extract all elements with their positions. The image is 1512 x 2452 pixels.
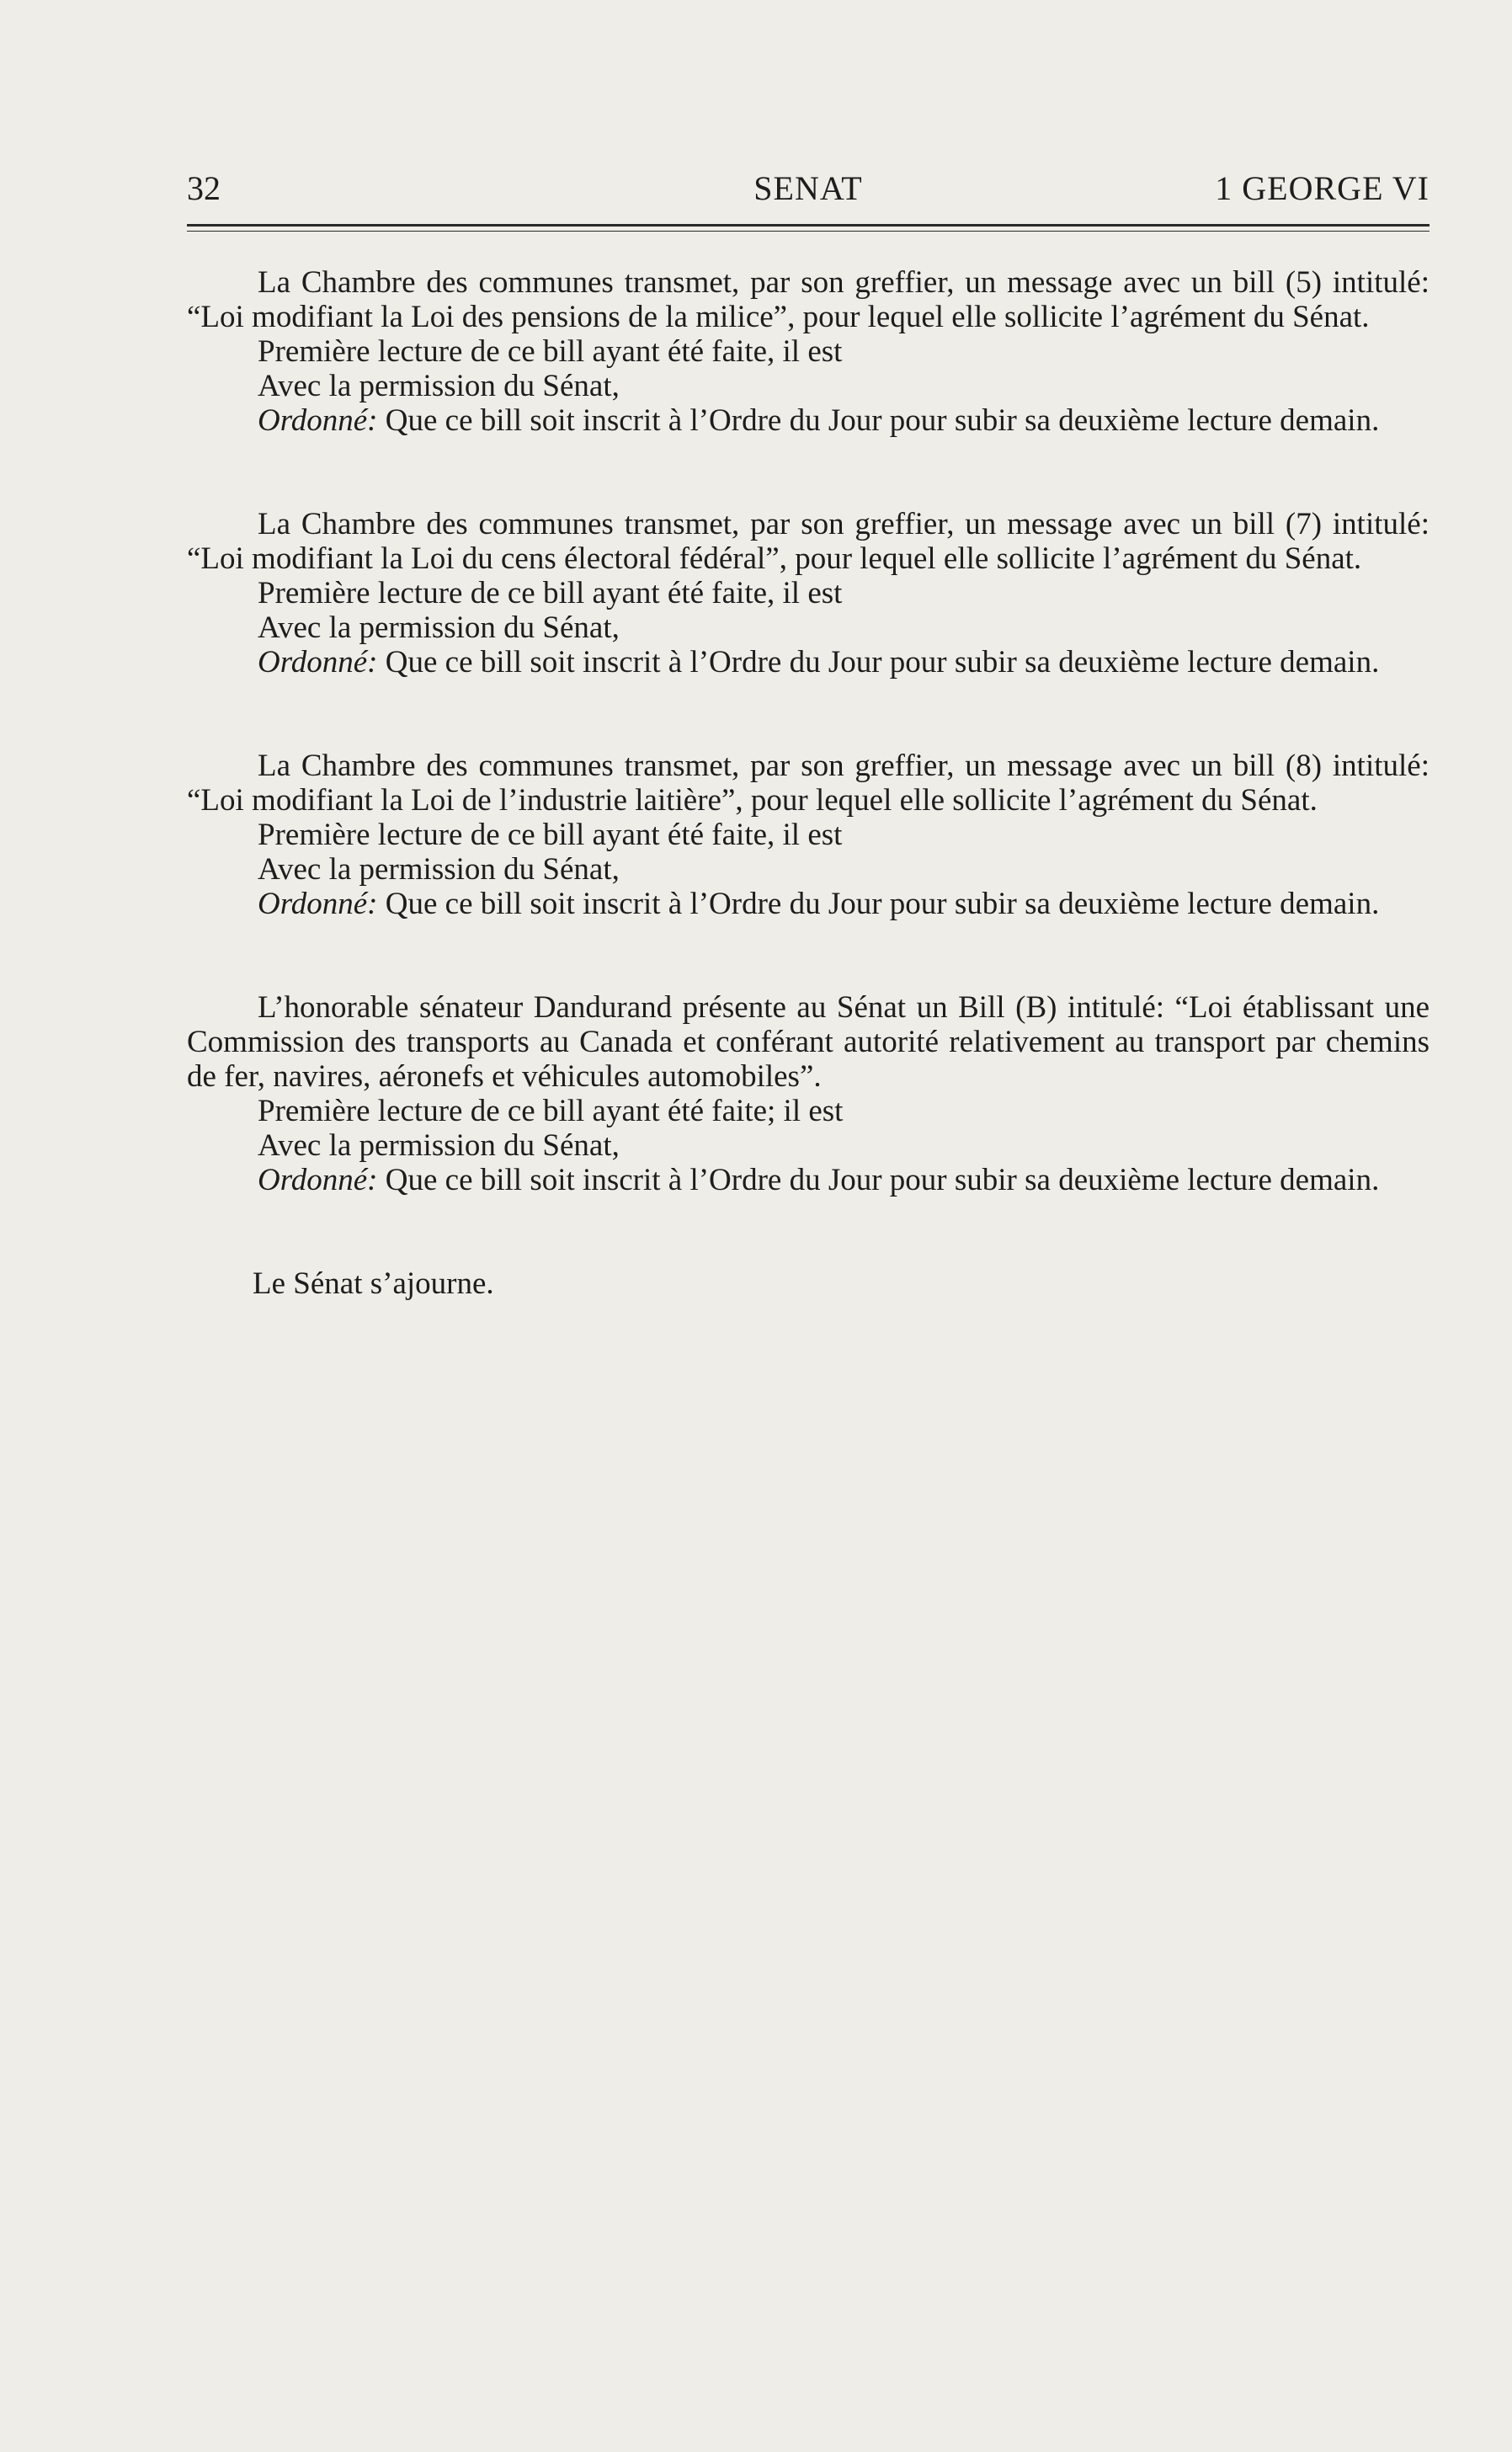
running-header (187, 160, 1429, 219)
entry-ordered (187, 1163, 1429, 1197)
header-rule-thick (187, 224, 1429, 227)
entry-message: La Chambre des communes transmet, par son greffier, un message avec un bill (8) intitulé: “Loi modifiant la Loi de l’industrie laitière”, pour lequel elle sollicite l’agrément du Sénat. (187, 749, 1429, 818)
entry-bill-8 (187, 749, 1429, 921)
entry-ordered (187, 403, 1429, 438)
ordered-text: Que ce bill soit inscrit à l’Ordre du Jour pour subir sa deuxième lecture demain. (377, 887, 1380, 921)
entry-first-reading: Première lecture de ce bill ayant été faite; il est (258, 1094, 844, 1128)
entry-message: L’honorable sénateur Dandurand présente au Sénat un Bill (B) intitulé: “Loi établissant une Commission des transports au Canada et conférant autorité relativement au transport par chemins de fer, navires, aéronefs et véhicules automobiles”. (187, 990, 1429, 1094)
page-number: 32 (187, 169, 221, 207)
ordered-text: Que ce bill soit inscrit à l’Ordre du Jour pour subir sa deuxième lecture demain. (377, 645, 1380, 680)
entry-bill-5 (187, 265, 1429, 438)
entry-bill-7 (187, 507, 1429, 680)
entry-first-reading: Première lecture de ce bill ayant été faite, il est (258, 576, 843, 610)
ordered-label: Ordonné: (258, 403, 378, 438)
entry-permission: Avec la permission du Sénat, (258, 852, 620, 887)
header-rule-thin (187, 231, 1429, 232)
ordered-text: Que ce bill soit inscrit à l’Ordre du Jour pour subir sa deuxième lecture demain. (377, 1163, 1380, 1197)
entry-message: La Chambre des communes transmet, par son greffier, un message avec un bill (7) intitulé: “Loi modifiant la Loi du cens électoral fédéral”, pour lequel elle sollicite l’agrément du Sénat. (187, 507, 1429, 576)
ordered-label: Ordonné: (258, 645, 378, 680)
ordered-label: Ordonné: (258, 1163, 378, 1197)
entry-ordered (187, 645, 1429, 680)
entry-message: La Chambre des communes transmet, par son greffier, un message avec un bill (5) intitulé: “Loi modifiant la Loi des pensions de la milice”, pour lequel elle sollicite l’agrément du Sénat. (187, 265, 1429, 334)
entry-permission: Avec la permission du Sénat, (258, 1128, 620, 1163)
entry-permission: Avec la permission du Sénat, (258, 610, 620, 645)
header-regnal-year: 1 GEORGE VI (1215, 169, 1429, 207)
entry-permission: Avec la permission du Sénat, (258, 369, 620, 403)
journal-page (187, 160, 1429, 1301)
header-title: SENAT (753, 169, 863, 207)
ordered-label: Ordonné: (258, 887, 378, 921)
entry-first-reading: Première lecture de ce bill ayant été faite, il est (258, 818, 843, 852)
adjournment-line: Le Sénat s’ajourne. (253, 1266, 494, 1301)
ordered-text: Que ce bill soit inscrit à l’Ordre du Jour pour subir sa deuxième lecture demain. (377, 403, 1380, 438)
entry-ordered (187, 887, 1429, 921)
entry-bill-b (187, 990, 1429, 1197)
entry-first-reading: Première lecture de ce bill ayant été faite, il est (258, 334, 843, 369)
